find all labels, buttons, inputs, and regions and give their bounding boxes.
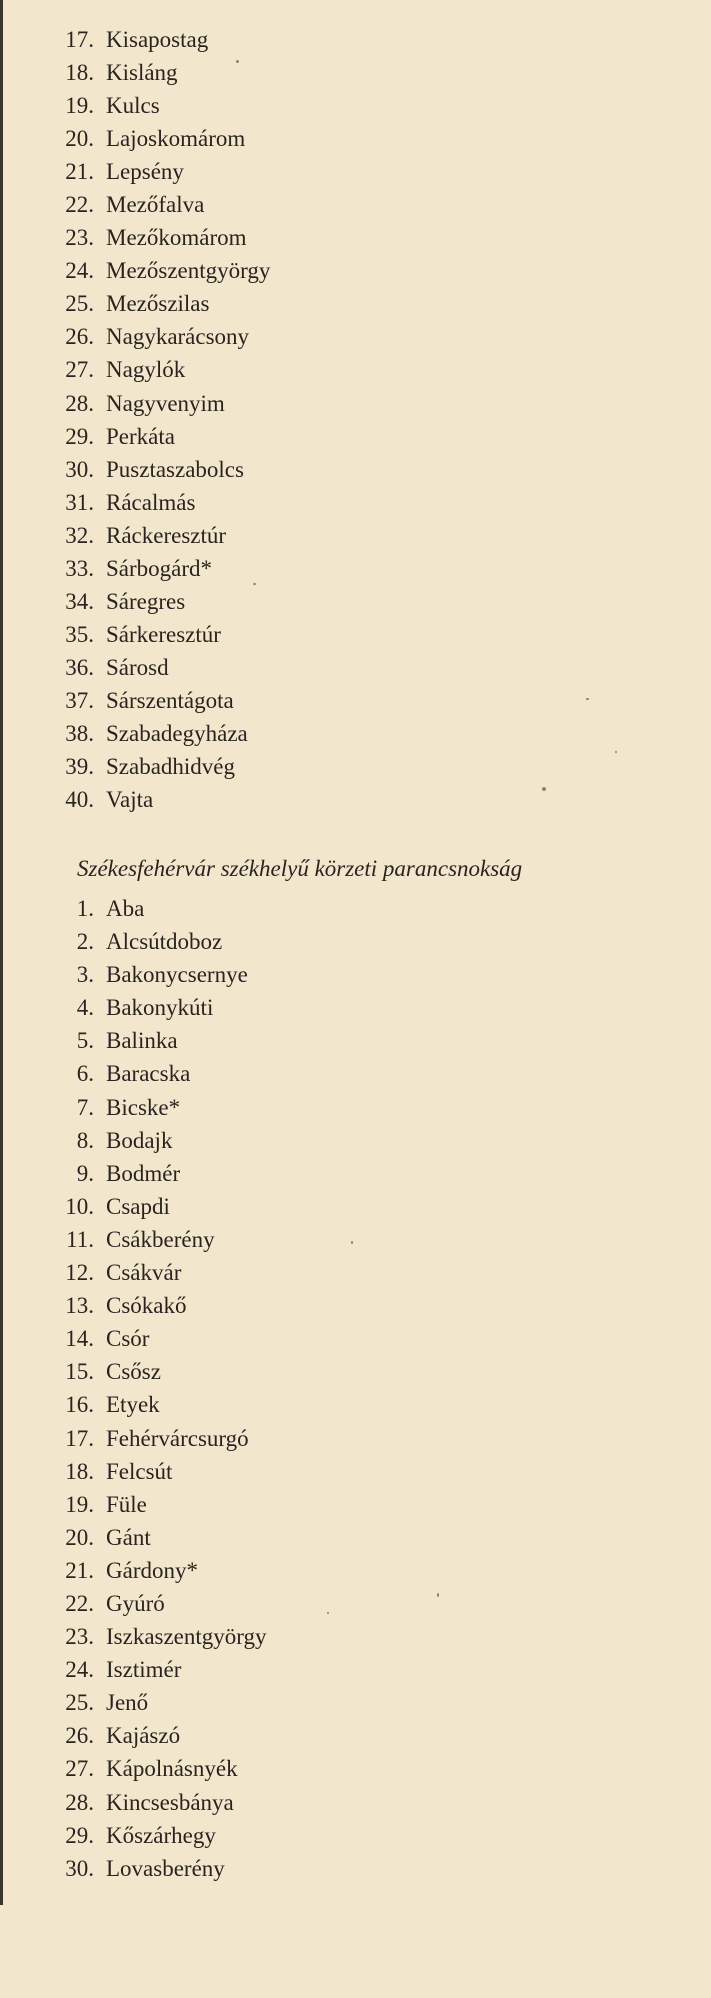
item-number: 18.: [65, 1458, 94, 1484]
settlement-name: Bodmér: [106, 1160, 181, 1186]
list-item: [0, 717, 711, 750]
list-item: [0, 1852, 711, 1885]
item-number: 18.: [65, 60, 94, 86]
scan-speck: [351, 1241, 353, 1244]
settlement-name: Mezőszentgyörgy: [106, 258, 271, 284]
list-item: [0, 1819, 711, 1852]
scan-speck: [236, 60, 239, 63]
settlement-name: Alcsútdoboz: [106, 929, 223, 955]
item-number: 22.: [65, 1590, 94, 1616]
settlement-name: Jenő: [106, 1690, 149, 1716]
settlement-name: Csapdi: [106, 1193, 170, 1219]
item-number: 17.: [65, 27, 94, 52]
item-number: 12.: [65, 1260, 94, 1286]
item-number: 6.: [76, 1061, 94, 1087]
item-number: 4.: [76, 995, 94, 1021]
list-item: [0, 420, 711, 453]
list-item: [0, 1223, 711, 1256]
list-item: [0, 188, 711, 221]
settlement-name: Baracska: [106, 1061, 191, 1087]
settlement-name: Mezőszilas: [106, 291, 210, 317]
item-number: 39.: [65, 754, 94, 780]
item-number: 25.: [65, 291, 94, 317]
settlement-name: Vajta: [106, 787, 154, 813]
list-item: [0, 651, 711, 684]
list-item: [0, 1124, 711, 1157]
item-number: 8.: [76, 1127, 94, 1153]
settlement-name: Sáregres: [106, 588, 186, 614]
settlement-name: Sárosd: [106, 654, 169, 680]
item-number: 5.: [76, 1028, 94, 1054]
item-number: 9.: [76, 1160, 94, 1186]
list-item: [0, 925, 711, 958]
settlement-name: Mezőkomárom: [106, 225, 247, 251]
settlement-name: Iszkaszentgyörgy: [106, 1624, 267, 1650]
item-number: 26.: [65, 1723, 94, 1749]
scan-speck: [327, 1612, 329, 1614]
list-item: [0, 1587, 711, 1620]
item-number: 30.: [65, 456, 94, 482]
item-number: 28.: [65, 1789, 94, 1815]
list-item: [0, 1620, 711, 1653]
scan-speck: [542, 787, 546, 791]
list-item: [0, 1024, 711, 1057]
item-number: 37.: [65, 687, 94, 713]
item-number: 7.: [76, 1094, 94, 1120]
list-item: [0, 1190, 711, 1223]
settlement-name: Rácalmás: [106, 489, 196, 515]
settlement-name: Sárbogárd*: [106, 555, 213, 581]
item-number: 14.: [65, 1326, 94, 1352]
list-item: [0, 783, 711, 816]
settlement-name: Felcsút: [106, 1458, 173, 1484]
settlement-name: Bicske*: [106, 1094, 181, 1120]
list-item: [0, 991, 711, 1024]
list-item: [0, 618, 711, 651]
settlement-name: Pusztaszabolcs: [106, 456, 244, 482]
settlement-name: Kápolnásnyék: [106, 1756, 238, 1782]
settlement-name: Csór: [106, 1326, 150, 1352]
list-item: [0, 486, 711, 519]
item-number: 36.: [65, 654, 94, 680]
list-item: [0, 1091, 711, 1124]
scan-speck: [615, 751, 617, 753]
item-number: 15.: [65, 1359, 94, 1385]
settlement-name: Kincsesbánya: [106, 1789, 234, 1815]
list-item: [0, 287, 711, 320]
item-number: 27.: [65, 357, 94, 383]
item-number: 17.: [65, 1425, 94, 1451]
list-item: [0, 254, 711, 287]
list-item: [0, 23, 711, 56]
settlement-name: Szabadhidvég: [106, 754, 236, 780]
item-number: 1.: [76, 896, 94, 921]
item-number: 3.: [76, 962, 94, 988]
item-number: 26.: [65, 324, 94, 350]
item-number: 23.: [65, 1624, 94, 1650]
item-number: 23.: [65, 225, 94, 251]
settlement-name: Kajászó: [106, 1723, 181, 1749]
settlement-name: Gyúró: [106, 1590, 165, 1616]
settlement-name: Sárszentágota: [106, 687, 234, 713]
settlement-name: Perkáta: [106, 423, 175, 449]
item-number: 2.: [76, 929, 94, 955]
list-item: [0, 519, 711, 552]
settlement-name: Kőszárhegy: [106, 1822, 216, 1848]
settlement-list-szekesfehervar: [0, 892, 711, 1885]
list-item: [0, 1289, 711, 1322]
list-item: [0, 585, 711, 618]
settlement-name: Bakonykúti: [106, 995, 214, 1021]
settlement-name: Mezőfalva: [106, 192, 205, 218]
settlement-list-continued: [0, 23, 711, 816]
item-number: 29.: [65, 1822, 94, 1848]
settlement-name: Bodajk: [106, 1127, 173, 1153]
list-item: [0, 1686, 711, 1719]
settlement-name: Lepsény: [106, 159, 184, 185]
list-item: [0, 89, 711, 122]
item-number: 29.: [65, 423, 94, 449]
list-item: [0, 453, 711, 486]
settlement-name: Csősz: [106, 1359, 161, 1385]
list-item: [0, 892, 711, 925]
settlement-name: Csókakő: [106, 1293, 187, 1319]
list-item: [0, 1322, 711, 1355]
settlement-name: Bakonycsernye: [106, 962, 248, 988]
settlement-name: Csákberény: [106, 1226, 215, 1252]
list-item: [0, 1057, 711, 1090]
settlement-name: Gánt: [106, 1524, 151, 1550]
list-item: [0, 1256, 711, 1289]
list-item: [0, 221, 711, 254]
settlement-name: Csákvár: [106, 1260, 182, 1286]
list-item: [0, 1488, 711, 1521]
item-number: 10.: [65, 1193, 94, 1219]
item-number: 21.: [65, 159, 94, 185]
list-item: [0, 1157, 711, 1190]
settlement-name: Nagykarácsony: [106, 324, 250, 350]
settlement-name: Kisláng: [106, 60, 178, 86]
item-number: 24.: [65, 1657, 94, 1683]
list-item: [0, 1355, 711, 1388]
item-number: 28.: [65, 390, 94, 416]
item-number: 33.: [65, 555, 94, 581]
item-number: 24.: [65, 258, 94, 284]
list-item: [0, 1388, 711, 1421]
list-item: [0, 56, 711, 89]
list-item: [0, 684, 711, 717]
list-item: [0, 1521, 711, 1554]
settlement-name: Kulcs: [106, 93, 160, 119]
list-item: [0, 122, 711, 155]
item-number: 19.: [65, 1491, 94, 1517]
item-number: 27.: [65, 1756, 94, 1782]
item-number: 11.: [66, 1226, 94, 1252]
list-item: [0, 1422, 711, 1455]
settlement-name: Nagyvenyim: [106, 390, 225, 416]
list-item: [0, 387, 711, 420]
item-number: 30.: [65, 1855, 94, 1881]
settlement-name: Lovasberény: [106, 1855, 225, 1881]
settlement-name: Balinka: [106, 1028, 178, 1054]
settlement-name: Etyek: [106, 1392, 160, 1418]
list-item: [0, 1752, 711, 1785]
item-number: 22.: [65, 192, 94, 218]
item-number: 16.: [65, 1392, 94, 1418]
item-number: 40.: [65, 787, 94, 813]
settlement-name: Gárdony*: [106, 1557, 198, 1583]
settlement-name: Lajoskomárom: [106, 126, 246, 152]
settlement-name: Isztimér: [106, 1657, 182, 1683]
list-item: [0, 1455, 711, 1488]
list-item: [0, 750, 711, 783]
item-number: 34.: [65, 588, 94, 614]
item-number: 21.: [65, 1557, 94, 1583]
item-number: 25.: [65, 1690, 94, 1716]
list-item: [0, 1653, 711, 1686]
list-item: [0, 1554, 711, 1587]
item-number: 32.: [65, 522, 94, 548]
scan-speck: [253, 583, 256, 585]
list-item: [0, 552, 711, 585]
item-number: 20.: [65, 1524, 94, 1550]
scan-speck: [586, 698, 589, 700]
settlement-name: Kisapostag: [106, 27, 209, 52]
settlement-name: Szabadegyháza: [106, 720, 248, 746]
settlement-name: Sárkeresztúr: [106, 621, 221, 647]
list-item: [0, 1786, 711, 1819]
settlement-name: Nagylók: [106, 357, 186, 383]
list-item: [0, 958, 711, 991]
scan-speck: [437, 1593, 439, 1597]
list-item: [0, 155, 711, 188]
item-number: 20.: [65, 126, 94, 152]
item-number: 31.: [65, 489, 94, 515]
section-heading: Székesfehérvár székhelyű körzeti parancsnokság: [77, 856, 523, 881]
list-item: [0, 1719, 711, 1752]
item-number: 35.: [65, 621, 94, 647]
list-item: [0, 320, 711, 353]
settlement-name: Füle: [106, 1491, 147, 1517]
settlement-name: Aba: [106, 896, 145, 921]
settlement-name: Fehérvárcsurgó: [106, 1425, 249, 1451]
item-number: 38.: [65, 720, 94, 746]
list-item: [0, 353, 711, 386]
settlement-name: Ráckeresztúr: [106, 522, 227, 548]
item-number: 19.: [65, 93, 94, 119]
item-number: 13.: [65, 1293, 94, 1319]
